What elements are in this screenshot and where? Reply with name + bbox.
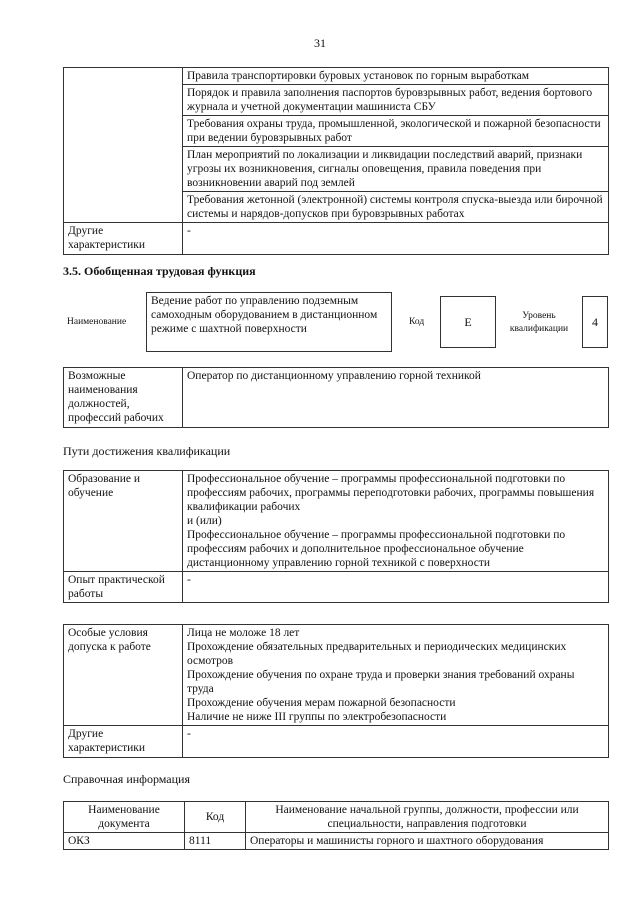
- conditions-value: [183, 625, 609, 726]
- positions-label: Возможные наименования должностей, профессий рабочих: [64, 368, 183, 428]
- condition-line: Прохождение обучения мерам пожарной безопасности: [187, 697, 456, 709]
- education-value: [183, 471, 609, 572]
- experience-label: Опыт практической работы: [64, 572, 183, 603]
- empty-label-cell: [64, 68, 183, 223]
- conditions-table: [63, 624, 609, 758]
- knowledge-table: [63, 67, 609, 255]
- education-line: Профессиональное обучение – программы профессиональной подготовки по профессиям рабочих и дополнительное профессиональное обучение дистанционному управлению горной техникой с поверхности: [187, 529, 566, 569]
- reference-header-document: Наименование документа: [64, 802, 185, 833]
- positions-value: Оператор по дистанционному управлению горной техникой: [183, 368, 609, 428]
- knowledge-row: Порядок и правила заполнения паспортов буровзрывных работ, ведения бортового журнала и учетной документации машиниста СБУ: [183, 85, 609, 116]
- education-line: Профессиональное обучение – программы профессиональной подготовки по профессиям рабочих, программы переподготовки рабочих, программы повышения квалификации рабочих: [187, 473, 595, 513]
- conditions-other-value: -: [183, 726, 609, 758]
- reference-cell-code: 8111: [185, 833, 246, 850]
- positions-table: [63, 367, 609, 428]
- qualification-paths-heading: Пути достижения квалификации: [63, 444, 231, 458]
- reference-table: [63, 801, 609, 850]
- condition-line: Наличие не ниже III группы по электробезопасности: [187, 711, 447, 723]
- other-characteristics-value: -: [183, 223, 609, 255]
- reference-header-code: Код: [185, 802, 246, 833]
- code-label: Код: [409, 317, 425, 327]
- qualification-level-value: 4: [582, 296, 608, 348]
- reference-cell-name: Операторы и машинисты горного и шахтного оборудования: [246, 833, 609, 850]
- knowledge-row: Правила транспортировки буровых установок по горным выработкам: [183, 68, 609, 85]
- education-table: [63, 470, 609, 603]
- experience-value: -: [183, 572, 609, 603]
- education-label: Образование и обучение: [64, 471, 183, 572]
- condition-line: Прохождение обучения по охране труда и проверки знания требований охраны труда: [187, 669, 575, 695]
- other-characteristics-label: Другие характеристики: [64, 223, 183, 255]
- education-line: и (или): [187, 515, 222, 527]
- reference-cell-document: ОКЗ: [64, 833, 185, 850]
- reference-header-name: Наименование начальной группы, должности, профессии или специальности, направления подготовки: [246, 802, 609, 833]
- reference-heading: Справочная информация: [63, 772, 190, 786]
- conditions-label: Особые условия допуска к работе: [64, 625, 183, 726]
- function-name-value: Ведение работ по управлению подземным самоходным оборудованием в дистанционном режиме с шахтной поверхности: [146, 292, 392, 352]
- condition-line: Прохождение обязательных предварительных и периодических медицинских осмотров: [187, 641, 567, 667]
- conditions-other-label: Другие характеристики: [64, 726, 183, 758]
- knowledge-row: План мероприятий по локализации и ликвидации последствий аварий, признаки угрозы их возникновения, сигналы оповещения, правила поведения при возникновении аварий под землей: [183, 147, 609, 192]
- name-label: Наименование: [67, 317, 127, 327]
- qualification-level-label: Уровень квалификации: [509, 311, 569, 334]
- knowledge-row: Требования охраны труда, промышленной, экологической и пожарной безопасности при ведении буровзрывных работ: [183, 116, 609, 147]
- page-number: 31: [314, 36, 326, 50]
- condition-line: Лица не моложе 18 лет: [187, 627, 300, 639]
- code-value: E: [440, 296, 496, 348]
- section-title: 3.5. Обобщенная трудовая функция: [63, 264, 256, 278]
- knowledge-row: Требования жетонной (электронной) системы контроля спуска-выезда или бирочной системы и нарядов-допусков при буровзрывных работах: [183, 192, 609, 223]
